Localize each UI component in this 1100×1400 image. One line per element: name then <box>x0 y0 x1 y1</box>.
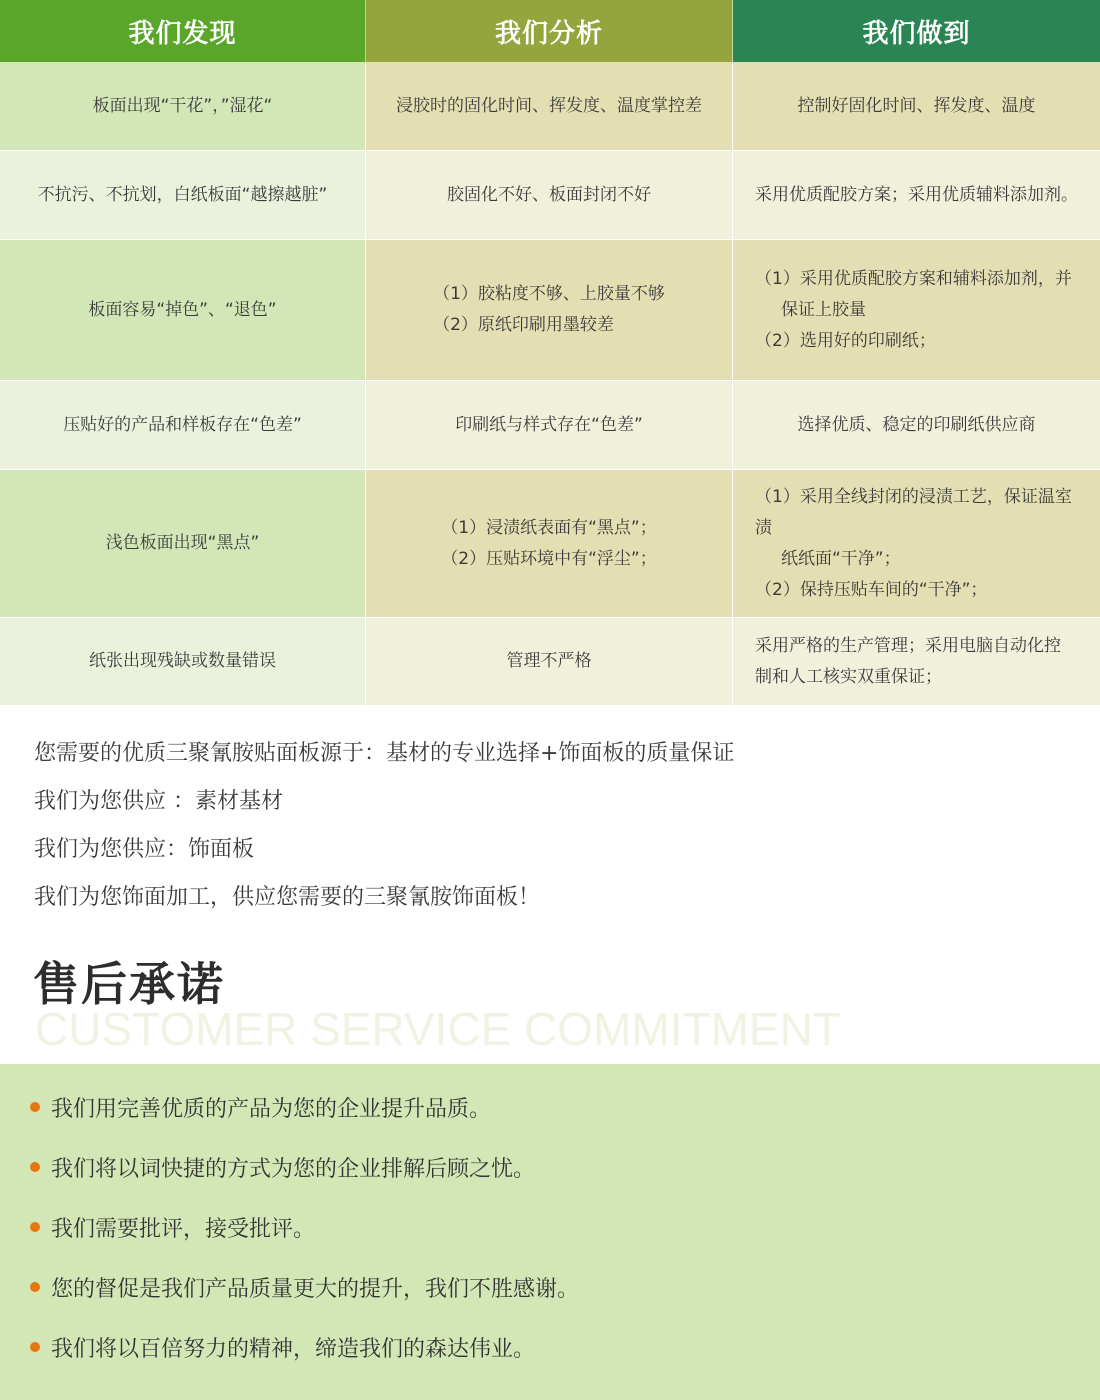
list-item: 我们需要批评，接受批评。 <box>0 1197 1100 1257</box>
cell-do: 采用严格的生产管理；采用电脑自动化控 制和人工核实双重保证； <box>733 618 1100 706</box>
bullet-dot-icon <box>30 1342 40 1352</box>
cell-do: 控制好固化时间、挥发度、温度 <box>733 62 1100 151</box>
supply-line: 我们为您供应 ：素材基材 <box>34 789 283 814</box>
supply-statement <box>34 730 1074 922</box>
bullet-dot-icon <box>30 1282 40 1292</box>
cell-do: （1）采用全线封闭的浸渍工艺，保证温室渍 纸纸面“干净”； （2）保持压贴车间的“干净”； <box>733 470 1100 618</box>
cell-find: 压贴好的产品和样板存在“色差” <box>0 381 366 470</box>
cell-find: 浅色板面出现“黑点” <box>0 470 366 618</box>
promise-list <box>0 1064 1100 1400</box>
after-sales-subtitle: CUSTOMER SERVICE COMMITMENT <box>35 1003 841 1055</box>
bullet-dot-icon <box>30 1102 40 1112</box>
cell-analyze: 胶固化不好、板面封闭不好 <box>366 151 733 240</box>
table-row <box>0 240 1100 381</box>
cell-do: 选择优质、稳定的印刷纸供应商 <box>733 381 1100 470</box>
cell-find: 板面容易“掉色”、“退色” <box>0 240 366 381</box>
table-header <box>0 0 1100 62</box>
cell-do: 采用优质配胶方案；采用优质辅料添加剂。 <box>733 151 1100 240</box>
header-do: 我们做到 <box>733 0 1100 62</box>
cell-analyze: 浸胶时的固化时间、挥发度、温度掌控差 <box>366 62 733 151</box>
table-row <box>0 470 1100 618</box>
table-row <box>0 618 1100 706</box>
cell-analyze: （1）浸渍纸表面有“黑点”； （2）压贴环境中有“浮尘”； <box>366 470 733 618</box>
cell-find: 不抗污、不抗划，白纸板面“越擦越脏” <box>0 151 366 240</box>
cell-analyze: 印刷纸与样式存在“色差” <box>366 381 733 470</box>
header-find: 我们发现 <box>0 0 366 62</box>
table-row <box>0 151 1100 240</box>
cell-analyze: （1）胶粘度不够、上胶量不够 （2）原纸印刷用墨较差 <box>366 240 733 381</box>
list-item: 我们用完善优质的产品为您的企业提升品质。 <box>0 1077 1100 1137</box>
cell-find: 板面出现“干花”，”湿花“ <box>0 62 366 151</box>
cell-analyze: 管理不严格 <box>366 618 733 706</box>
after-sales-title: 售后承诺 <box>33 957 225 1011</box>
list-item: 您的督促是我们产品质量更大的提升，我们不胜感谢。 <box>0 1257 1100 1317</box>
supply-line: 我们为您饰面加工，供应您需要的三聚氰胺饰面板！ <box>34 885 541 910</box>
header-analyze: 我们分析 <box>366 0 733 62</box>
cell-find: 纸张出现残缺或数量错误 <box>0 618 366 706</box>
supply-line: 您需要的优质三聚氰胺贴面板源于：基材的专业选择+饰面板的质量保证 <box>34 741 735 766</box>
list-item: 我们将以百倍努力的精神，缔造我们的森达伟业。 <box>0 1317 1100 1377</box>
supply-line: 我们为您供应：饰面板 <box>34 837 255 862</box>
table-row <box>0 381 1100 470</box>
list-item: 我们将以词快捷的方式为您的企业排解后顾之忧。 <box>0 1137 1100 1197</box>
cell-do: （1）采用优质配胶方案和辅料添加剂，并 保证上胶量 （2）选用好的印刷纸； <box>733 240 1100 381</box>
bullet-dot-icon <box>30 1162 40 1172</box>
bullet-dot-icon <box>30 1222 40 1232</box>
table-row <box>0 62 1100 151</box>
